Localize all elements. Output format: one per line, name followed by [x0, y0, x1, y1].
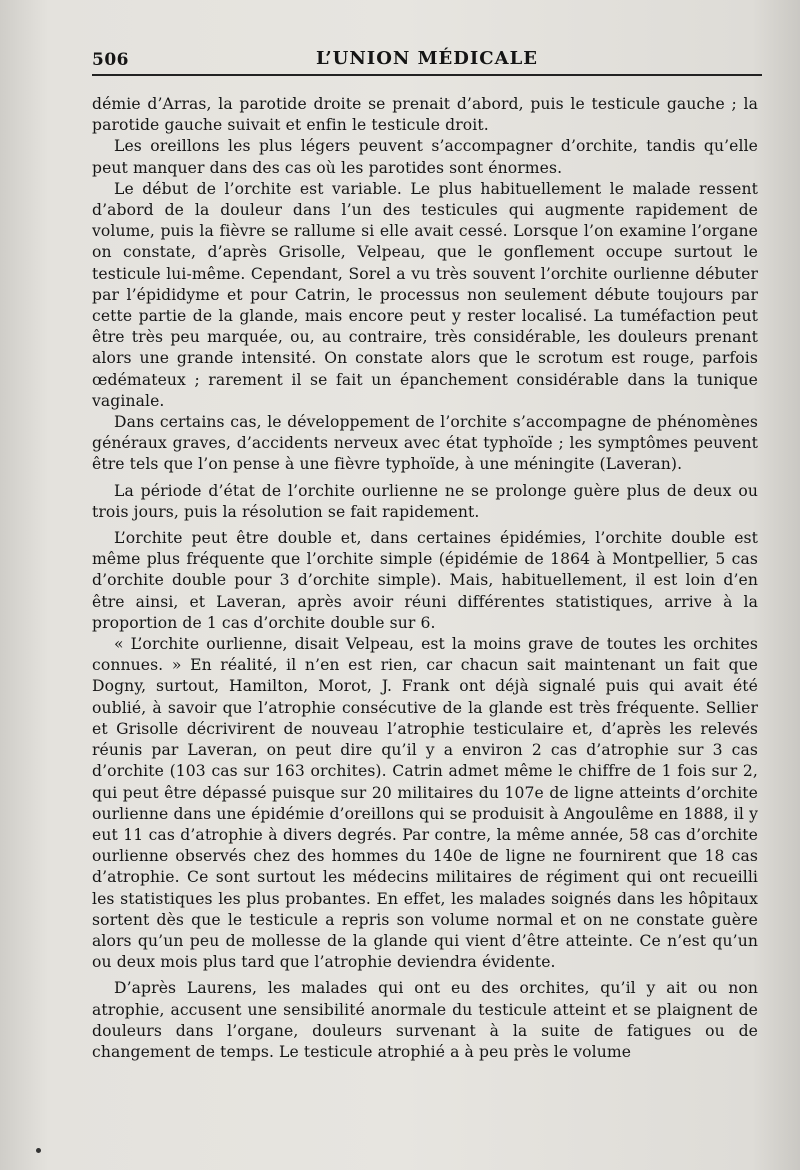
paragraph-oreillons-legers: Les oreillons les plus légers peuvent s’accompagner d’orchite, tandis qu’elle peut manquer dans des cas où les parotides sont énormes. — [92, 137, 758, 177]
paragraph-orchite-double: L’orchite peut être double et, dans certaines épidémies, l’orchite double est même plus fréquente que l’orchite simple (épidémie de 1864 à Montpellier, 5 cas d’orchite double pour 3 d’orchite simple). Mais, habituellement, il est loin d’en être ainsi, et Laveran, après avoir réuni différentes statistiques, arrive à la proportion de 1 cas d’orchite double sur 6. — [92, 529, 758, 632]
paragraph-debut-orchite: Le début de l’orchite est variable. Le plus habituellement le malade ressent d’abord de la douleur dans l’un des testicules qui augmente rapidement de volume, puis la fièvre se rallume si elle avait cessé. Lorsque l’on examine l’organe on constate, d’après Grisolle, Velpeau, que le gonflement occupe surtout le testicule lui-même. Cependant, Sorel a vu très souvent l’orchite ourlienne débuter par l’épididyme et pour Catrin, le processus non seulement débute toujours par cette partie de la glande, mais encore peut y rester localisé. La tuméfaction peut être très peu marquée, ou, au contraire, très considérable, les douleurs prenant alors une grande intensité. On constate alors que le scrotum est rouge, parfois œdémateux ; rarement il se fait un épanchement considérable dans la tunique vaginale. — [92, 179, 758, 410]
paragraph-atrophie: « L’orchite ourlienne, disait Velpeau, est la moins grave de toutes les orchites connues. » En réalité, il n’en est rien, car chacun sait maintenant un fait que Dogny, surtout, Hamilton, Morot, J. Frank ont déjà signalé puis qui avait été oublié, à savoir que l’atrophie consécutive de la glande est très fréquente. Sellier et Grisolle décrivirent de nouveau l’atrophie testiculaire et, d’après les relevés réunis par Laveran, on peut dire qu’il y a environ 2 cas d’atrophie sur 3 cas d’orchite (103 cas sur 163 orchites). Catrin admet même le chiffre de 1 fois sur 2, qui peut être dépassé puisque sur 20 militaires du 107e de ligne atteints d’orchite ourlienne dans une épidémie d’oreillons qui se produisit à Angoulême en 1888, il y eut 11 cas d’atrophie à divers degrés. Par contre, la même année, 58 cas d’orchite ourlienne observés chez des hommes du 140e de ligne ne fournirent que 18 cas d’atrophie. Ce sont surtout les médecins militaires de régiment qui ont recueilli les statistiques les plus probantes. En effet, les malades soignés dans les hôpitaux sortent dès que le testicule a repris son volume normal et on ne constate guère alors qu’un peu de mollesse de la glande qui vient d’être atteinte. Ce n’est qu’un ou deux mois plus tard que l’atrophie deviendra évidente. — [92, 635, 758, 972]
paragraph-continuation: démie d’Arras, la parotide droite se prenait d’abord, puis le testicule gauche ; la parotide gauche suivait et enfin le testicule droit. — [92, 95, 758, 135]
ink-speck — [36, 1148, 41, 1153]
paragraph-phenomenes-generaux: Dans certains cas, le développement de l’orchite s’accompagne de phénomènes généraux graves, d’accidents nerveux avec état typhoïde ; les symptômes peuvent être tels que l’on pense à une fièvre typhoïde, à une méningite (Laveran). — [92, 413, 758, 474]
page-header — [92, 44, 762, 76]
paragraph-periode-etat: La période d’état de l’orchite ourlienne ne se prolonge guère plus de deux ou trois jours, puis la résolution se fait rapidement. — [92, 481, 758, 521]
page-number: 506 — [92, 50, 129, 70]
running-title: L’UNION MÉDICALE — [316, 48, 538, 69]
paragraph-laurens: D’après Laurens, les malades qui ont eu des orchites, qu’il y ait ou non atrophie, accusent une sensibilité anormale du testicule atteint et se plaignent de douleurs dans l’organe, douleurs survenant à la suite de fatigues ou de changement de temps. Le testicule atrophié a à peu près le volume — [92, 979, 758, 1061]
body-text — [92, 94, 758, 1063]
